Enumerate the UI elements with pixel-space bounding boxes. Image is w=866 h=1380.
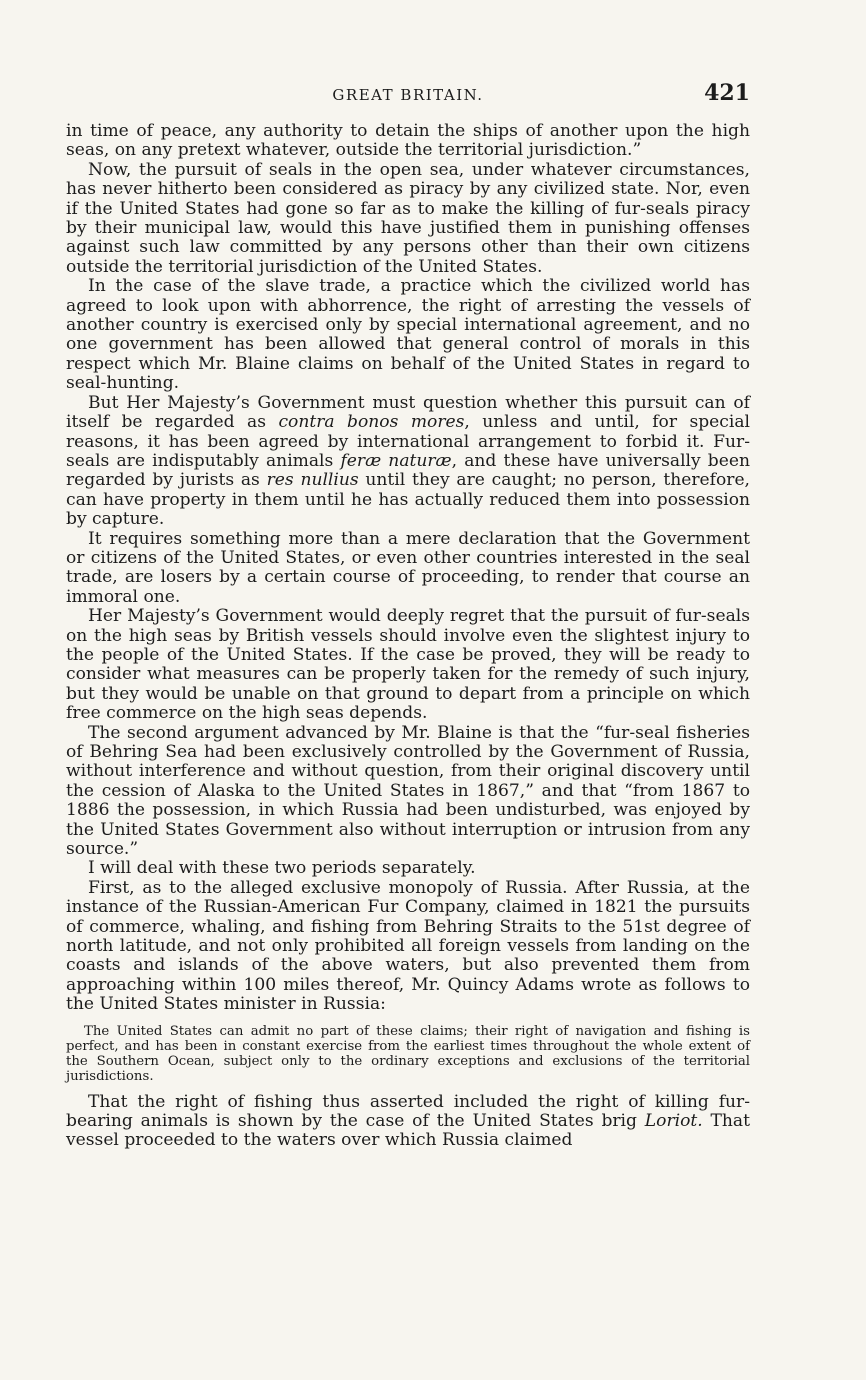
paragraph-russian-monopoly: First, as to the alleged exclusive monopoly of Russia. After Russia, at the instance of the Russian-American Fur Company, claimed in 1821 the pursuits of commerce, whaling, and fishing from Behring Straits to the 51st degree of north latitude, and not only prohibited all foreign vessels from landing on the coasts and islands of the above waters, but also prevented them from approaching within 100 miles thereof, Mr. Quincy Adams wrote as follows to the United States minister in Russia: (66, 877, 750, 1015)
page-header (66, 80, 750, 110)
latin-phrase: contra bonos mores (278, 412, 465, 433)
paragraph-continuation: in time of peace, any authority to detain the ships of another upon the high seas, on any pretext whatever, outside the territorial jurisdiction.” (66, 121, 750, 161)
ship-name: Loriot. (644, 1110, 703, 1131)
paragraph-declaration: It requires something more than a mere declaration that the Government or citizens of the United States, or even other countries interested in the seal trade, are losers by a certain course of proceeding, to render that course an immoral one. (66, 528, 750, 607)
latin-phrase: feræ naturæ (340, 450, 452, 471)
paragraph-contra-bonos-mores: But Her Majesty’s Government must question whether this pursuit can of itself be regarded as contra bonos mores, unless and until, for special reasons, it has been agreed by international arrangement to forbid it. Fur-seals are indisputably animals feræ naturæ, and these have universally been regarded by jurists as res nullius until they are caught; no person, therefore, can have property in them until he has actually reduced them into possession by capture. (66, 392, 750, 530)
running-title: GREAT BRITAIN. (332, 86, 484, 104)
paragraph-piracy: Now, the pursuit of seals in the open sea, under whatever circumstances, has never hitherto been considered as piracy by any civilized state. Nor, even if the United States had gone so far as to make the killing of fur-seals piracy by their municipal law, would this have justified them in punishing offenses against such law committed by any persons other than their own citizens outside the territorial jurisdiction of the United States. (66, 159, 750, 277)
paragraph-second-argument: The second argument advanced by Mr. Blaine is that the “fur-seal fisheries of Behring Sea had been exclusively controlled by the Government of Russia, without interference and without question, from their original discovery until the cession of Alaska to the United States in 1867,” and that “from 1867 to 1886 the possession, in which Russia had been undisturbed, was enjoyed by the United States Government also without interruption or intrusion from any source.” (66, 722, 750, 860)
latin-phrase: res nullius (266, 470, 359, 491)
page-body (66, 122, 750, 1151)
paragraph-two-periods: I will deal with these two periods separately. (88, 858, 476, 879)
block-quote: The United States can admit no part of these claims; their right of navigation and fishing is perfect, and has been in constant exercise from the earliest times throughout the whole extent of the Southern Ocean, subject only to the ordinary exceptions and exclusions of the territorial jurisdictions. (66, 1023, 750, 1085)
page-number: 421 (704, 80, 750, 106)
paragraph-regret: Her Majesty’s Government would deeply regret that the pursuit of fur-seals on the high seas by British vessels should involve even the slightest injury to the people of the United States. If the case be proved, they will be ready to consider what measures can be properly taken for the remedy of such injury, but they would be unable on that ground to depart from a principle on which free commerce on the high seas depends. (66, 606, 750, 724)
paragraph-slave-trade: In the case of the slave trade, a practice which the civilized world has agreed to look upon with abhorrence, the right of arresting the vessels of another country is exercised only by special international agreement, and no one government has been allowed that general control of morals in this respect which Mr. Blaine claims on behalf of the United States in regard to seal-hunting. (66, 276, 750, 394)
paragraph-loriot: That the right of fishing thus asserted included the right of killing fur-bearing animals is shown by the case of the United States brig Loriot. That vessel proceeded to the waters over which Russia claimed (66, 1091, 750, 1151)
